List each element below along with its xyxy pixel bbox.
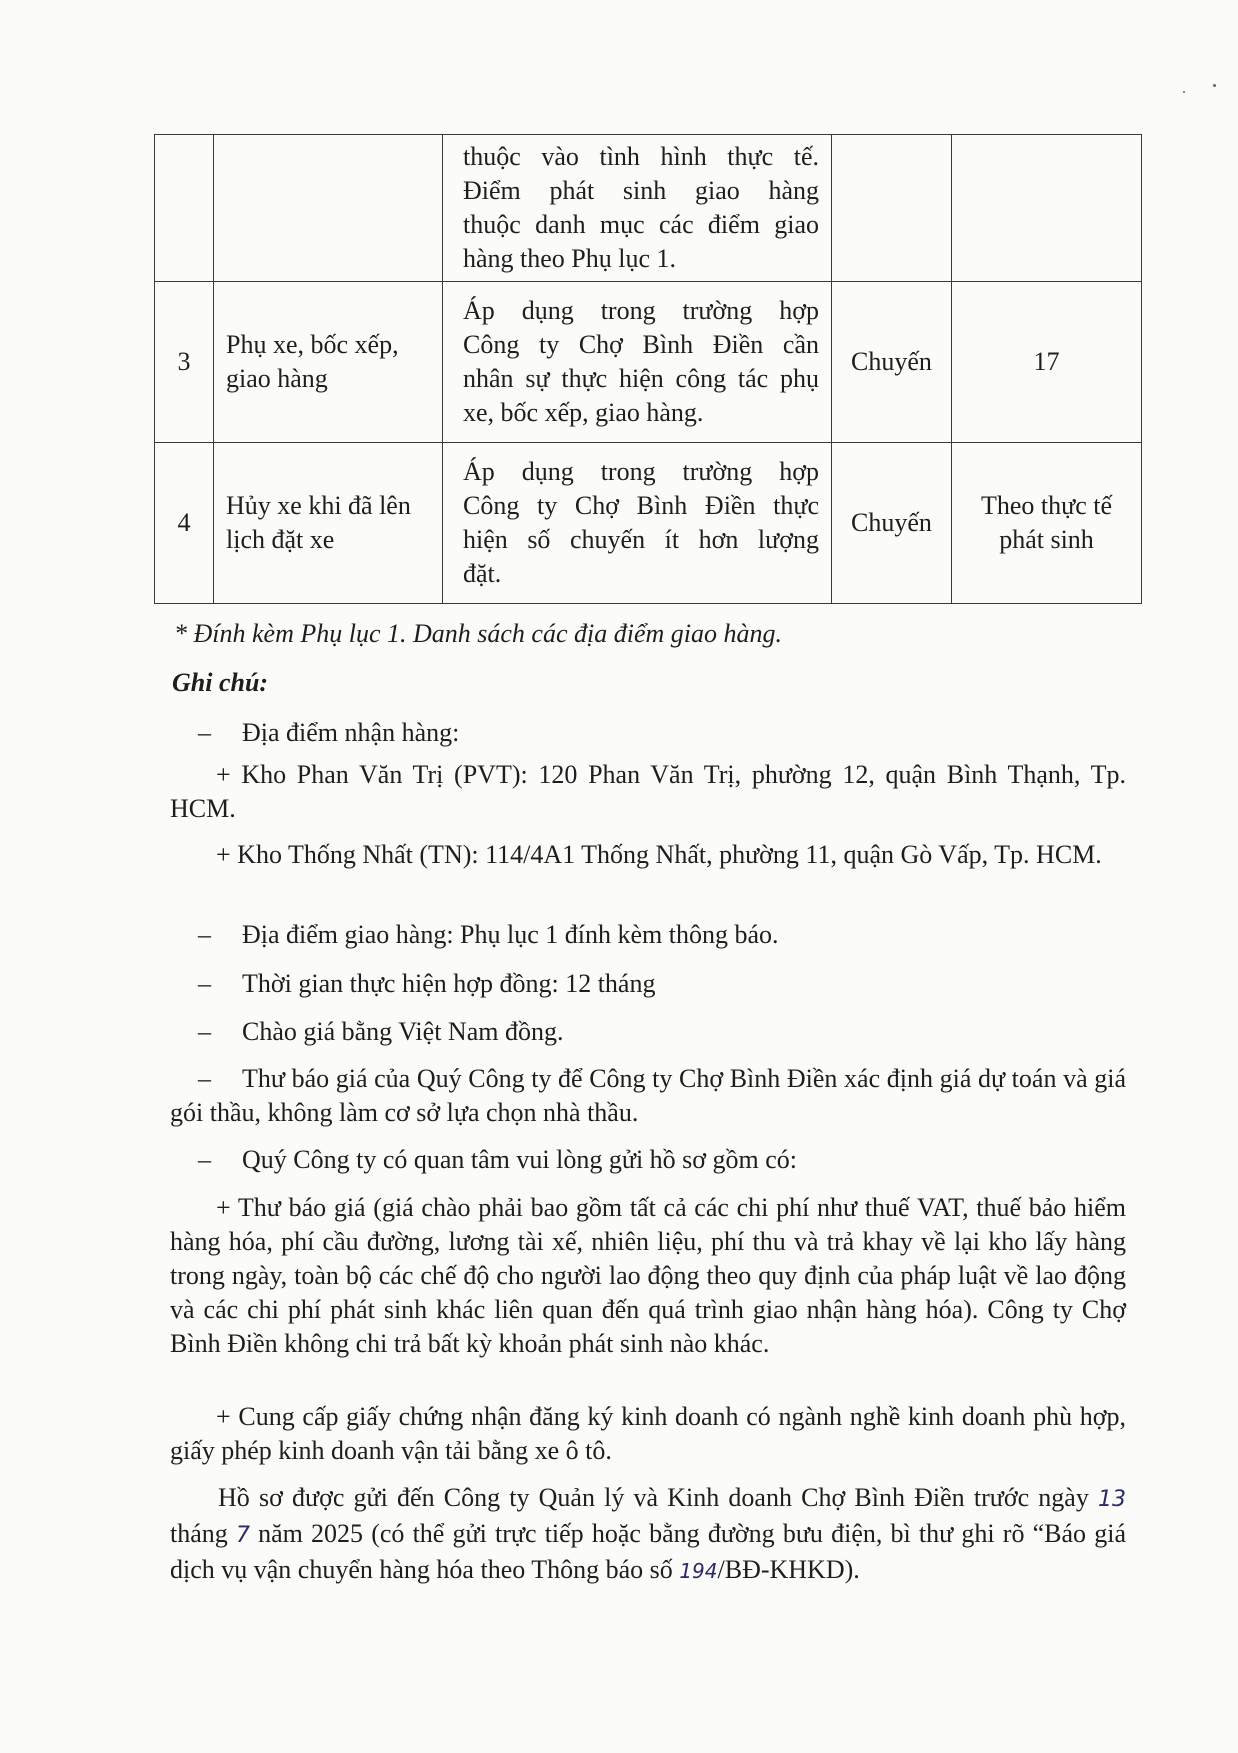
plus-marker: +: [216, 840, 231, 869]
closing-paragraph: [170, 1481, 1126, 1588]
note-pickup-2: [170, 838, 1126, 872]
cell-description: [443, 282, 832, 443]
closing-text: tháng: [170, 1519, 228, 1548]
dash-marker: –: [198, 1017, 211, 1046]
description-line: Áp dụng trong trường hợp: [463, 457, 819, 486]
note-text: Thư báo giá (giá chào phải bao gồm tất cả các chi phí như thuế VAT, thuế bảo hiểm hàng hóa, phí cầu đường, lương tài xế, nhiên liệu, phí thu và trả khay về lại kho lấy hàng trong ngày, toàn bộ các chế độ cho người lao động theo quy định của pháp luật về lao động và các chi phí phát sinh khác liên quan đến quá trình giao nhận hàng hóa). Công ty Chợ Bình Điền không chi trả bất kỳ khoản phát sinh nào khác.: [170, 1193, 1126, 1358]
description-line: Công ty Chợ Bình Điền cần: [463, 330, 819, 359]
description-line: Áp dụng trong trường hợp: [463, 296, 819, 325]
attachment-note: * Đính kèm Phụ lục 1. Danh sách các địa điểm giao hàng.: [174, 619, 783, 648]
dash-marker: –: [198, 969, 211, 998]
description-line: thuộc vào tình hình thực tế.: [463, 142, 819, 171]
closing-text: Hồ sơ được gửi đến Công ty Quản lý và Kinh doanh Chợ Bình Điền trước ngày: [218, 1483, 1089, 1512]
note-duration: [198, 967, 1128, 1001]
cell-item: Phụ xe, bốc xếp, giao hàng: [214, 282, 443, 443]
cell-item: [214, 135, 443, 282]
note-text: Kho Phan Văn Trị (PVT): 120 Phan Văn Trị, phường 12, quận Bình Thạnh, Tp. HCM.: [170, 760, 1127, 823]
note-text: Chào giá bằng Việt Nam đồng.: [242, 1017, 564, 1046]
cell-number: 4: [155, 443, 214, 604]
cell-number: [155, 135, 214, 282]
dash-marker: –: [198, 1145, 211, 1174]
cell-item: Hủy xe khi đã lên lịch đặt xe: [214, 443, 443, 604]
table-row: [155, 443, 1142, 604]
note-dossier-1: [170, 1191, 1126, 1361]
note-text: Kho Thống Nhất (TN): 114/4A1 Thống Nhất, phường 11, quận Gò Vấp, Tp. HCM.: [237, 840, 1102, 869]
cell-quantity: 17: [952, 282, 1142, 443]
note-pickup-1: [170, 758, 1126, 826]
note-dossier-2: [170, 1400, 1126, 1468]
service-table-body: [155, 135, 1142, 604]
dash-marker: –: [198, 920, 211, 949]
description-line: hiện số chuyến ít hơn lượng: [463, 525, 819, 554]
note-text: Địa điểm nhận hàng:: [242, 718, 460, 747]
table-row: [155, 282, 1142, 443]
note-text: Thời gian thực hiện hợp đồng: 12 tháng: [242, 969, 656, 998]
cell-quantity: Theo thực tế phát sinh: [952, 443, 1142, 604]
description-line: Điểm phát sinh giao hàng: [463, 176, 819, 205]
note-text: Quý Công ty có quan tâm vui lòng gửi hồ sơ gồm có:: [242, 1145, 798, 1174]
closing-text: /BĐ-KHKD).: [717, 1555, 860, 1584]
cell-quantity: [952, 135, 1142, 282]
description-line: thuộc danh mục các điểm giao: [463, 210, 819, 239]
note-currency: [198, 1015, 1128, 1049]
handwritten-month: 7: [235, 1523, 250, 1548]
handwritten-number: 194: [679, 1559, 718, 1583]
cell-unit: Chuyến: [832, 443, 952, 604]
note-pickup: [198, 716, 1128, 750]
cell-description: [443, 135, 832, 282]
cell-unit: Chuyến: [832, 282, 952, 443]
note-text: Thư báo giá của Quý Công ty để Công ty Chợ Bình Điền xác định giá dự toán và giá gói thầu, không làm cơ sở lựa chọn nhà thầu.: [170, 1064, 1126, 1127]
scan-speck: [1183, 91, 1185, 93]
description-line: Công ty Chợ Bình Điền thực: [463, 491, 819, 520]
description-line: nhân sự thực hiện công tác phụ: [463, 364, 819, 393]
description-line: đặt.: [463, 559, 502, 588]
cell-unit: [832, 135, 952, 282]
dash-marker: –: [198, 1064, 211, 1093]
notes-title: Ghi chú:: [172, 668, 269, 697]
plus-marker: +: [216, 1402, 231, 1431]
note-text: Địa điểm giao hàng: Phụ lục 1 đính kèm thông báo.: [242, 920, 779, 949]
note-text: Cung cấp giấy chứng nhận đăng ký kinh doanh có ngành nghề kinh doanh phù hợp, giấy phép kinh doanh vận tải bằng xe ô tô.: [170, 1402, 1127, 1465]
closing-text: năm 2025 (có thể gửi trực tiếp hoặc bằng đường bưu điện, bì thư ghi rõ “Báo giá dịch vụ vận chuyển hàng hóa theo Thông báo số: [170, 1519, 1126, 1584]
description-line: hàng theo Phụ lục 1.: [463, 244, 677, 273]
scan-speck: [1213, 84, 1216, 87]
dash-marker: –: [198, 718, 211, 747]
cell-number: 3: [155, 282, 214, 443]
note-dossier: [198, 1143, 1128, 1177]
plus-marker: +: [216, 1193, 231, 1222]
note-purpose: [170, 1062, 1126, 1130]
note-delivery: [198, 918, 1128, 952]
table-row: [155, 135, 1142, 282]
plus-marker: +: [216, 760, 231, 789]
cell-description: [443, 443, 832, 604]
handwritten-day: 13: [1098, 1487, 1126, 1512]
service-table: [154, 134, 1142, 604]
description-line: xe, bốc xếp, giao hàng.: [463, 398, 704, 427]
